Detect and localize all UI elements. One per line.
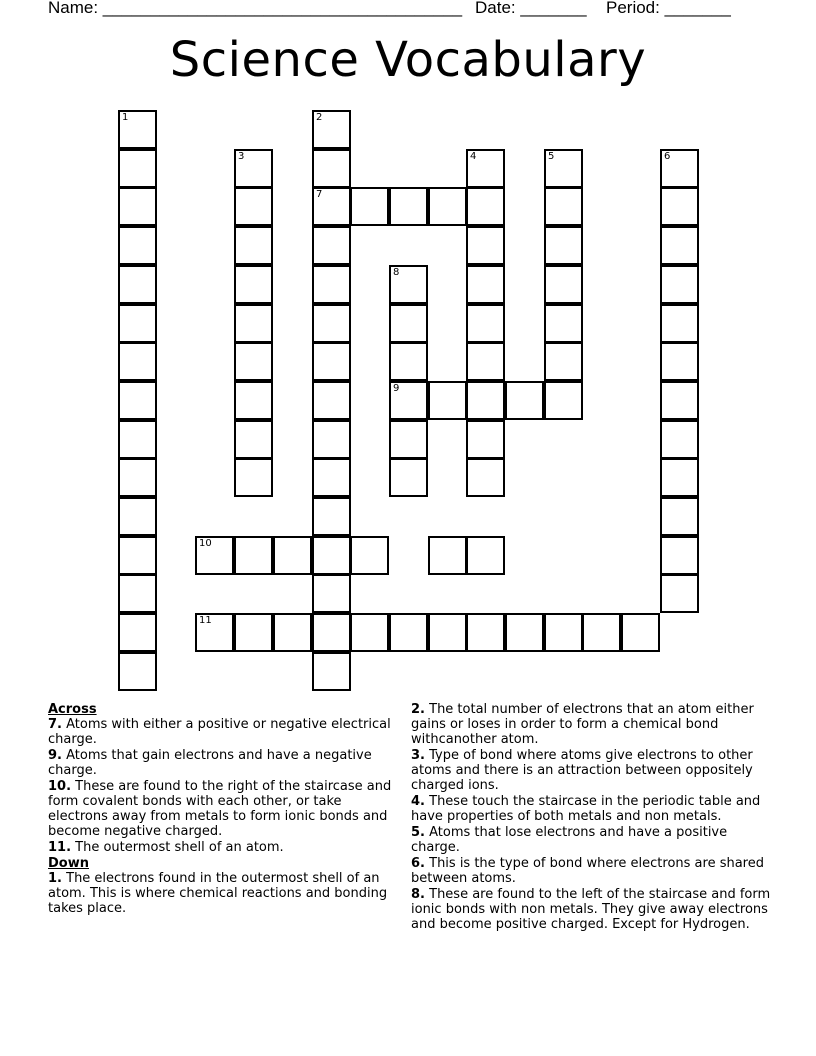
clue-across-10 [48,779,403,839]
crossword-cell[interactable] [118,536,157,575]
crossword-cell[interactable] [312,420,351,459]
clue-number-label: 8 [393,267,400,278]
crossword-cell[interactable] [234,458,273,497]
crossword-cell[interactable] [466,265,505,304]
crossword-cell[interactable] [660,226,699,265]
crossword-cell[interactable] [312,342,351,381]
crossword-cell[interactable] [312,574,351,613]
clue-down-5 [411,825,771,855]
crossword-cell[interactable] [312,304,351,343]
crossword-cell[interactable] [312,226,351,265]
crossword-cell[interactable] [118,226,157,265]
crossword-cell[interactable] [389,342,428,381]
crossword-cell[interactable] [118,265,157,304]
crossword-cell[interactable] [273,536,312,575]
clue-text: Atoms with either a positive or negative electrical charge. [48,717,391,747]
clue-number: 8. [411,887,425,902]
crossword-cell[interactable] [544,613,583,652]
crossword-cell[interactable] [234,226,273,265]
crossword-cell[interactable] [118,574,157,613]
clue-text: These are found to the right of the staircase and form covalent bonds with each other, or take electrons away from metals to form ionic bonds and become negative charged. [48,779,392,839]
crossword-cell[interactable] [660,149,699,188]
clue-down-6 [411,856,771,886]
crossword-cell[interactable] [660,420,699,459]
clue-across-9 [48,748,403,778]
crossword-cell[interactable] [118,342,157,381]
crossword-cell[interactable] [660,342,699,381]
crossword-cell[interactable] [544,187,583,226]
clue-number: 11. [48,840,72,855]
crossword-cell[interactable] [312,536,351,575]
clue-number: 9. [48,748,62,763]
crossword-cell[interactable] [660,458,699,497]
crossword-cell[interactable] [428,187,467,226]
crossword-cell[interactable] [234,265,273,304]
clue-number: 5. [411,825,425,840]
crossword-cell[interactable] [466,304,505,343]
crossword-cell[interactable] [660,381,699,420]
clue-down-4 [411,794,771,824]
clue-text: Type of bond where atoms give electrons to other atoms and there is an attraction between oppositely charged ions. [411,748,753,793]
crossword-cell[interactable] [118,304,157,343]
date-field-label[interactable]: Date: _______ [475,0,587,17]
crossword-cell[interactable] [312,110,351,149]
crossword-cell[interactable] [428,381,467,420]
clue-number-label: 1 [122,112,129,123]
crossword-cell[interactable] [544,226,583,265]
clue-text: These touch the staircase in the periodic table and have properties of both metals and non metals. [411,794,761,824]
crossword-cell[interactable] [234,420,273,459]
crossword-cell[interactable] [389,613,428,652]
name-field-label[interactable]: Name: ______________________________________ [48,0,463,17]
crossword-cell[interactable] [389,304,428,343]
crossword-cell[interactable] [660,304,699,343]
crossword-cell[interactable] [389,265,428,304]
crossword-cell[interactable] [505,381,544,420]
clue-down-1 [48,871,403,916]
crossword-cell[interactable] [118,187,157,226]
crossword-cell[interactable] [312,652,351,691]
clue-text: The outermost shell of an atom. [75,840,284,855]
clue-text: This is the type of bond where electrons are shared between atoms. [411,856,764,886]
clue-number-label: 7 [316,189,323,200]
clue-number: 4. [411,794,425,809]
crossword-cell[interactable] [544,149,583,188]
crossword-cell[interactable] [234,149,273,188]
crossword-cell[interactable] [389,187,428,226]
clue-number-label: 4 [470,151,477,162]
crossword-cell[interactable] [466,613,505,652]
crossword-cell[interactable] [118,381,157,420]
crossword-cell[interactable] [350,187,389,226]
crossword-cell[interactable] [234,536,273,575]
clue-text: Atoms that lose electrons and have a positive charge. [411,825,728,855]
clue-down-2 [411,702,771,747]
crossword-cell[interactable] [234,304,273,343]
crossword-cell[interactable] [660,265,699,304]
crossword-cell[interactable] [428,613,467,652]
crossword-cell[interactable] [118,497,157,536]
crossword-cell[interactable] [118,110,157,149]
crossword-cell[interactable] [273,613,312,652]
crossword-cell[interactable] [621,613,660,652]
clue-number-label: 11 [199,615,212,626]
crossword-cell[interactable] [505,613,544,652]
crossword-cell[interactable] [118,458,157,497]
crossword-cell[interactable] [389,381,428,420]
crossword-cell[interactable] [466,458,505,497]
clue-number-label: 9 [393,383,400,394]
clue-text: Atoms that gain electrons and have a negative charge. [48,748,372,778]
down-heading: Down [48,856,89,871]
crossword-cell[interactable] [234,613,273,652]
across-heading: Across [48,702,97,717]
crossword-cell[interactable] [466,420,505,459]
crossword-cell[interactable] [466,149,505,188]
clue-across-7 [48,717,403,747]
clue-number-label: 6 [664,151,671,162]
crossword-cell[interactable] [544,342,583,381]
crossword-cell[interactable] [118,149,157,188]
crossword-cell[interactable] [312,187,351,226]
crossword-cell[interactable] [312,265,351,304]
crossword-cell[interactable] [312,458,351,497]
crossword-cell[interactable] [466,536,505,575]
crossword-cell[interactable] [428,536,467,575]
crossword-cell[interactable] [234,342,273,381]
period-field-label[interactable]: Period: _______ [606,0,731,17]
crossword-cell[interactable] [350,536,389,575]
crossword-cell[interactable] [660,574,699,613]
clue-number-label: 2 [316,112,323,123]
crossword-cell[interactable] [312,497,351,536]
crossword-cell[interactable] [234,381,273,420]
crossword-cell[interactable] [582,613,621,652]
down-clues-panel [411,702,771,933]
clue-text: The electrons found in the outermost shell of an atom. This is where chemical reactions and bonding takes place. [48,871,388,916]
crossword-cell[interactable] [660,536,699,575]
clue-number: 2. [411,702,425,717]
clue-number: 10. [48,779,72,794]
clue-text: The total number of electrons that an atom either gains or loses in order to form a chemical bond withcanother atom. [411,702,754,747]
crossword-cell[interactable] [544,304,583,343]
clue-number: 1. [48,871,62,886]
crossword-cell[interactable] [118,420,157,459]
crossword-cell[interactable] [660,497,699,536]
crossword-cell[interactable] [660,187,699,226]
crossword-cell[interactable] [466,342,505,381]
clue-number-label: 3 [238,151,245,162]
crossword-cell[interactable] [389,458,428,497]
page-title: Science Vocabulary [169,32,647,88]
crossword-cell[interactable] [118,652,157,691]
crossword-cell[interactable] [234,187,273,226]
crossword-cell[interactable] [350,613,389,652]
crossword-cell[interactable] [195,536,234,575]
clue-number: 7. [48,717,62,732]
crossword-cell[interactable] [389,420,428,459]
clue-number-label: 10 [199,538,212,549]
clue-down-8 [411,887,771,932]
crossword-cell[interactable] [312,149,351,188]
crossword-cell[interactable] [466,226,505,265]
across-clues-panel [48,702,403,917]
crossword-cell[interactable] [195,613,234,652]
crossword-cell[interactable] [544,381,583,420]
clue-number: 6. [411,856,425,871]
clue-number-label: 5 [548,151,555,162]
crossword-cell[interactable] [544,265,583,304]
crossword-cell[interactable] [312,381,351,420]
clue-text: These are found to the left of the staircase and form ionic bonds with non metals. They give away electrons and become positive charged. Except for Hydrogen. [411,887,771,932]
clue-down-3 [411,748,771,793]
crossword-cell[interactable] [312,613,351,652]
crossword-cell[interactable] [466,187,505,226]
crossword-cell[interactable] [118,613,157,652]
clue-across-11 [48,840,403,855]
clue-number: 3. [411,748,425,763]
crossword-cell[interactable] [466,381,505,420]
